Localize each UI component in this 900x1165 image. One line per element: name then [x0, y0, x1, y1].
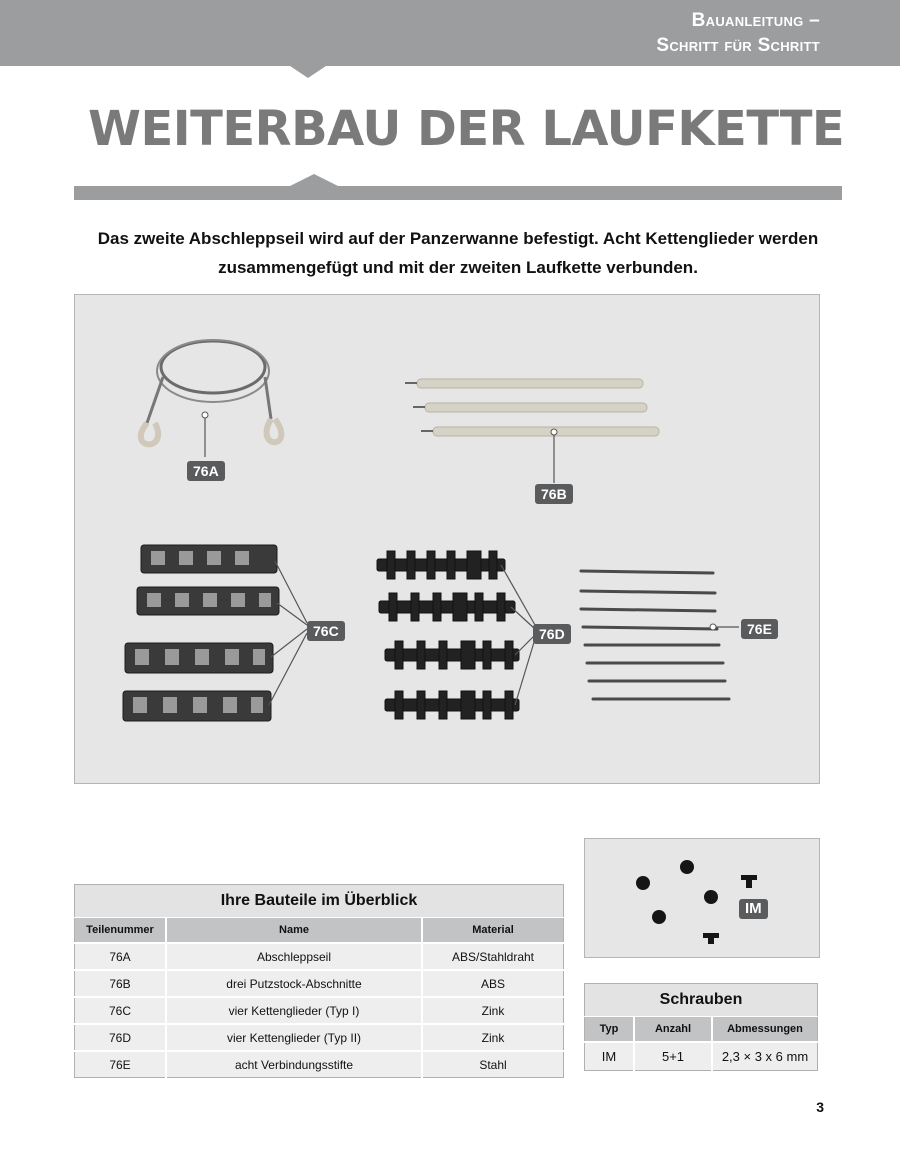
part-material: Zink [422, 1024, 564, 1051]
part-material: Zink [422, 997, 564, 1024]
page-title: WEITERBAU DER LAUFKETTE [88, 101, 845, 157]
parts-photo [74, 294, 820, 784]
part-name: vier Kettenglieder (Typ I) [166, 997, 422, 1024]
parts-overview-table [74, 884, 564, 1078]
part-number: 76D [75, 1024, 167, 1051]
part-name: vier Kettenglieder (Typ II) [166, 1024, 422, 1051]
parts-table-header: Teilenummer [75, 918, 167, 944]
label-76c: 76C [307, 621, 345, 641]
label-76b: 76B [535, 484, 573, 504]
screws-table-title: Schrauben [585, 984, 818, 1017]
part-name: acht Verbindungsstifte [166, 1051, 422, 1078]
part-name: drei Putzstock-Abschnitte [166, 970, 422, 997]
screws-photo [584, 838, 820, 958]
table-row [585, 1042, 818, 1071]
part-number: 76C [75, 997, 167, 1024]
label-76d: 76D [533, 624, 571, 644]
part-number: 76B [75, 970, 167, 997]
part-material: Stahl [422, 1051, 564, 1078]
parts-table-title: Ihre Bauteile im Überblick [75, 885, 564, 918]
screw-type: IM [585, 1042, 635, 1071]
screws-illustration [585, 839, 819, 957]
screw-dimensions: 2,3 × 3 x 6 mm [712, 1042, 818, 1071]
pins-illustration [581, 571, 729, 699]
screw-count: 5+1 [634, 1042, 712, 1071]
screws-table [584, 983, 818, 1071]
section-label [656, 8, 820, 58]
track-links-type1-illustration [123, 545, 279, 721]
page-number: 3 [816, 1099, 824, 1115]
part-number: 76E [75, 1051, 167, 1078]
screws-table-header: Anzahl [634, 1017, 712, 1043]
tow-cable-illustration [141, 340, 281, 457]
part-name: Abschleppseil [166, 943, 422, 970]
section-label-line2: Schritt für Schritt [656, 35, 820, 56]
parts-table-header: Name [166, 918, 422, 944]
label-76e: 76E [741, 619, 778, 639]
parts-illustration [75, 295, 819, 783]
label-76a: 76A [187, 461, 225, 481]
screws-table-header: Abmessungen [712, 1017, 818, 1043]
rods-illustration [405, 379, 659, 483]
part-material: ABS [422, 970, 564, 997]
table-row [75, 1024, 564, 1051]
section-label-line1: Bauanleitung – [691, 10, 820, 31]
screws-table-header: Typ [585, 1017, 635, 1043]
track-links-type2-illustration [377, 551, 519, 719]
intro-text: Das zweite Abschleppseil wird auf der Panzerwanne befestigt. Acht Kettenglieder werden zusammengefügt und mit der zweiten Laufkette verbunden. [97, 229, 819, 277]
part-number: 76A [75, 943, 167, 970]
part-material: ABS/Stahldraht [422, 943, 564, 970]
label-im: IM [739, 899, 768, 919]
table-row [75, 1051, 564, 1078]
title-divider [74, 186, 842, 200]
table-row [75, 997, 564, 1024]
parts-table-header: Material [422, 918, 564, 944]
table-row [75, 943, 564, 970]
table-row [75, 970, 564, 997]
